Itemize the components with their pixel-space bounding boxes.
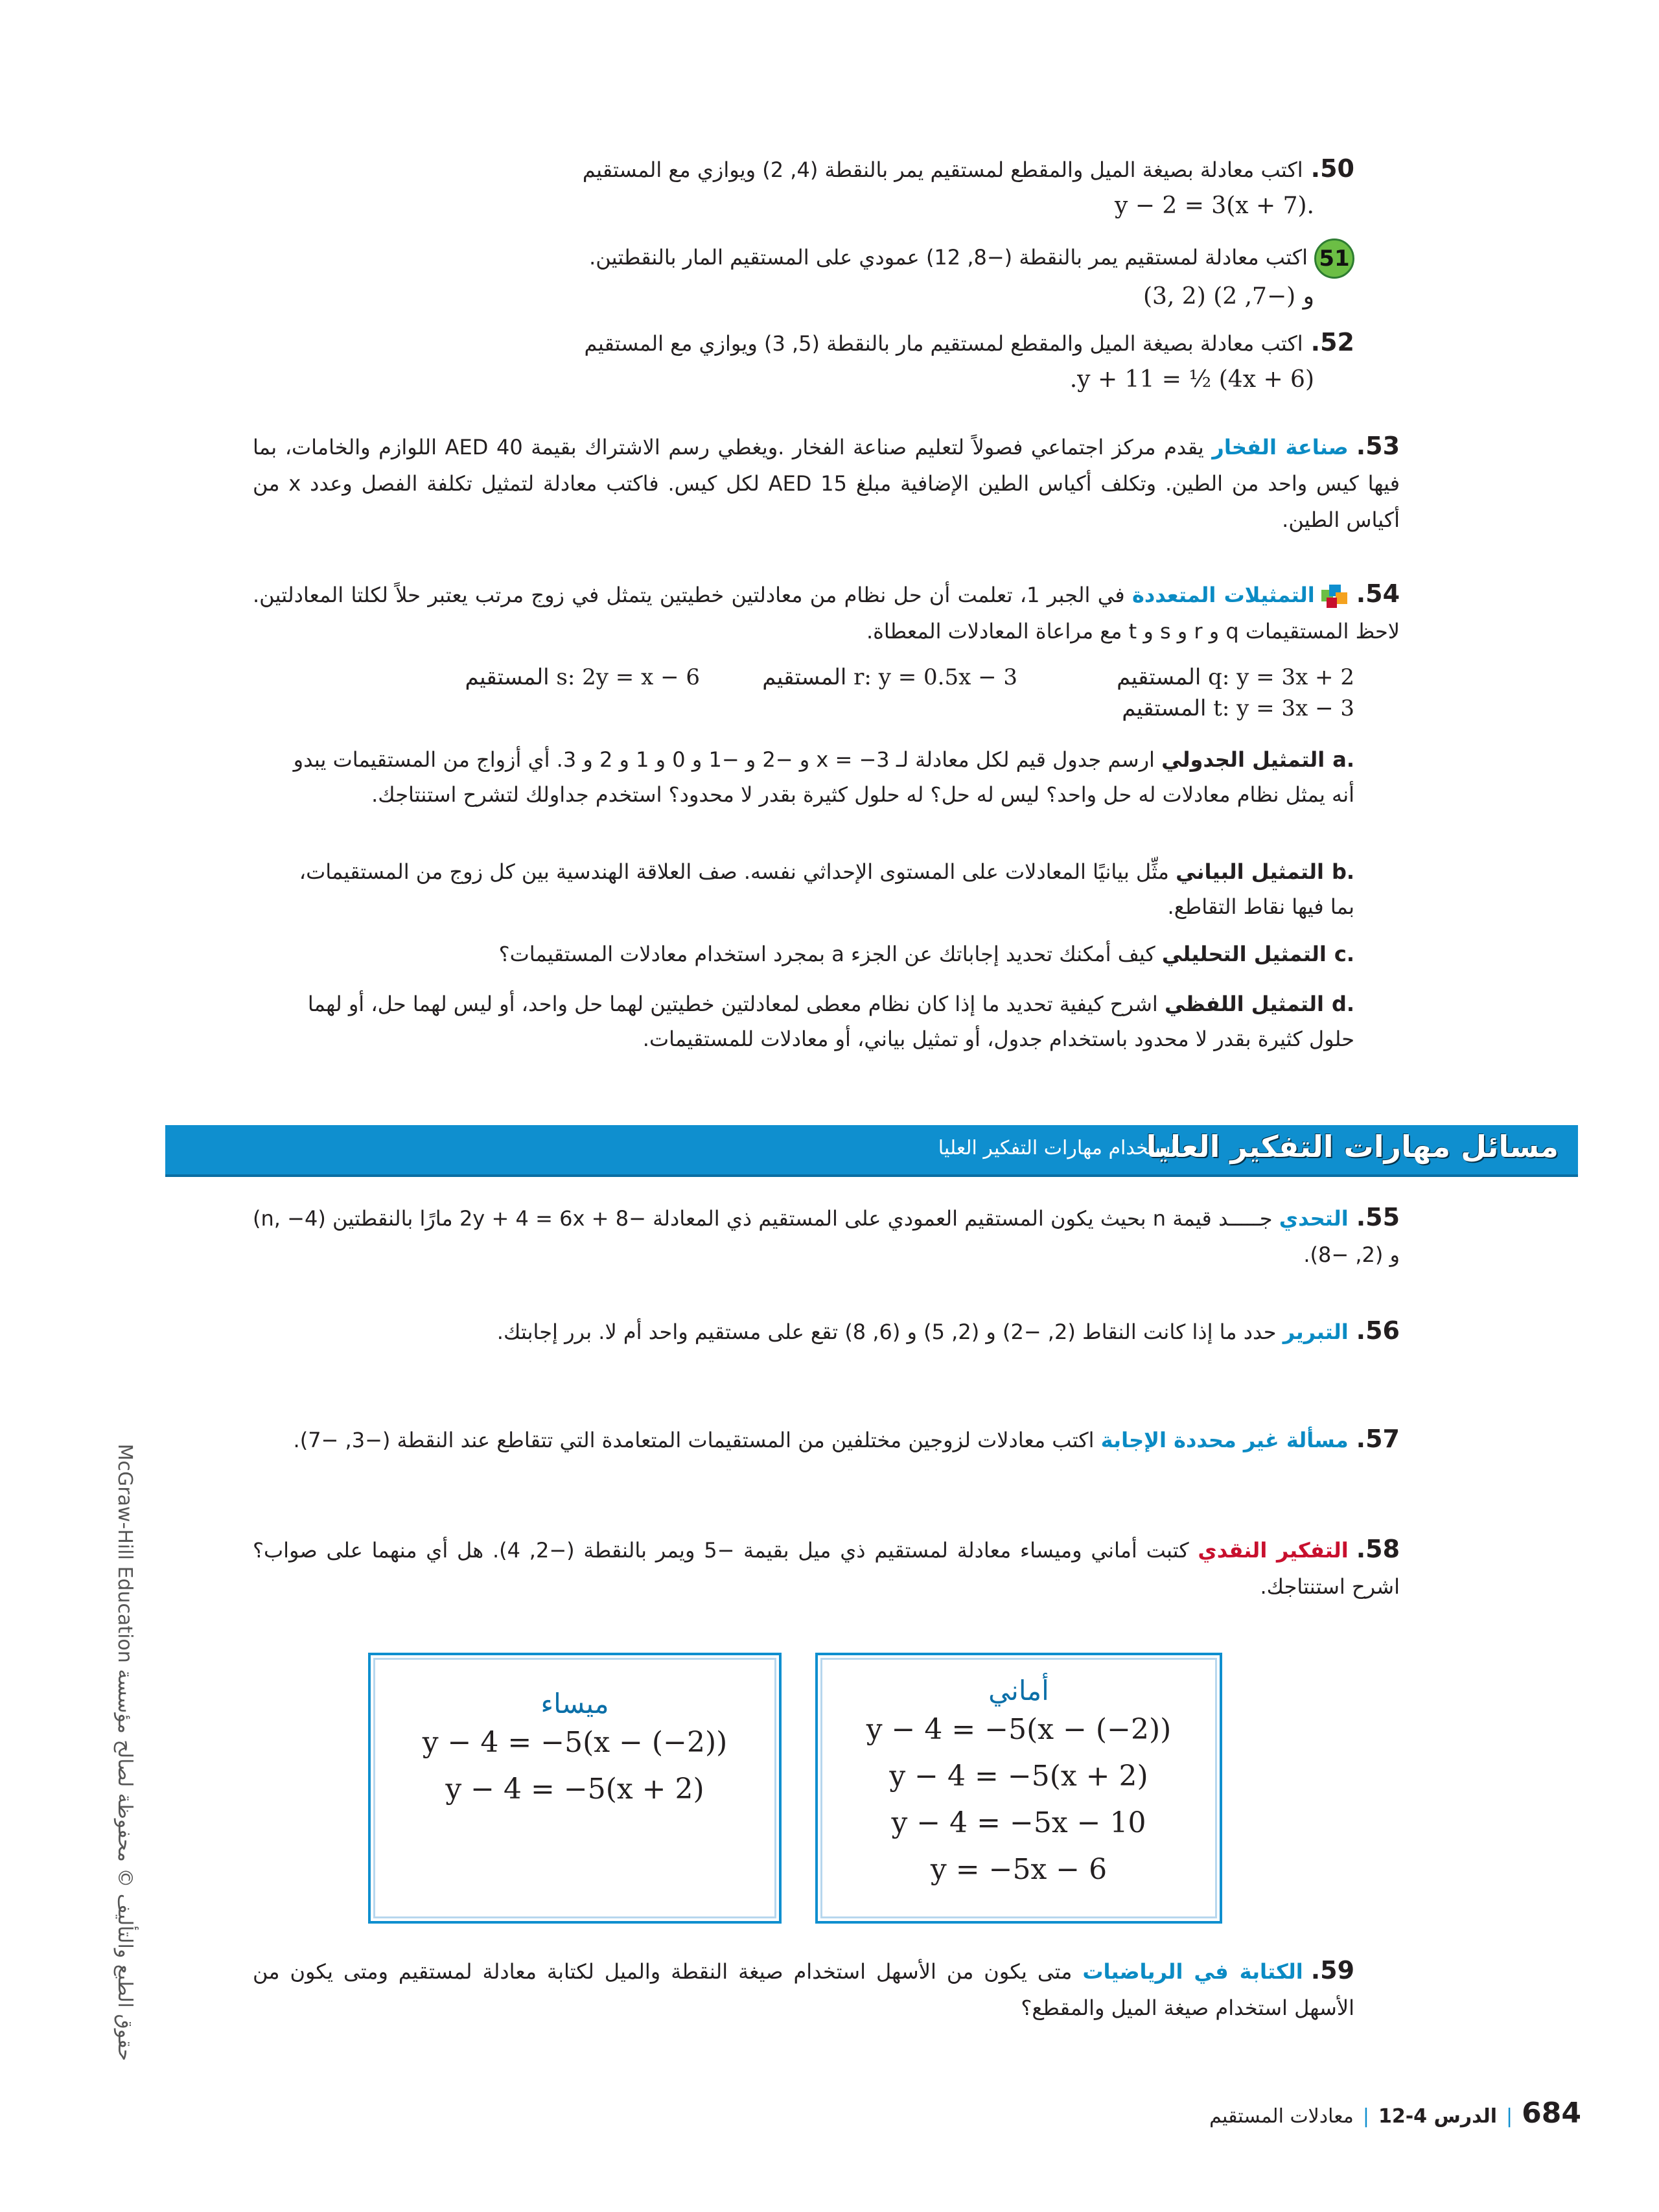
exercise-56 (253, 1312, 1400, 1350)
footer-separator: | (1506, 2105, 1513, 2128)
exercise-text: متى يكون من الأسهل استخدام صيغة النقطة والميل لكتابة معادلة لمستقيم ومتى يكون من الأسهل استخدام صيغة الميل والمقطع؟ (253, 1959, 1354, 2020)
part-a (285, 742, 1354, 812)
exercise-51 (253, 239, 1354, 315)
box-name: ميساء (540, 1688, 609, 1719)
banner-title: مسائل مهارات التفكير العليا (1146, 1129, 1559, 1164)
box-line-3: y − 4 = −5x − 10 (891, 1806, 1146, 1839)
lesson-label: الدرس 4-12 (1378, 2105, 1498, 2128)
part-label: a. (1332, 747, 1354, 772)
equation: y − 2 = 3(x + 7). (1114, 192, 1314, 219)
footer-separator: | (1362, 2105, 1369, 2128)
hots-banner (165, 1125, 1578, 1177)
exercise-number: 50. (1310, 154, 1354, 183)
exercise-59 (253, 1952, 1354, 2026)
exercise-text: كتبت أماني وميساء معادلة لمستقيم ذي ميل بقيمة −5 ويمر بالنقطة (−2, 4). هل أي منهما على صواب؟ اشرح استنتاجك. (253, 1538, 1400, 1599)
exercise-number: 59. (1310, 1956, 1355, 1985)
part-title: التمثيل التحليلي (1161, 942, 1327, 966)
part-text: ارسم جدول قيم لكل معادلة لـ x = −3 و −2 و −1 و 0 و 1 و 2 و 3. أي أزواج من المستقيمات يبدو أنه يمثل نظام معادلات له حل واحد؟ ليس له حل؟ له حلول كثيرة بقدر لا محدود؟ استخدم جداولك لتشرح استنتاجك. (293, 747, 1354, 807)
exercise-number: 57. (1356, 1425, 1400, 1453)
exercise-text: جـــــد قيمة n بحيث يكون المستقيم العمودي على المستقيم ذي المعادلة −2y + 4 = 6x + 8 مارًا بالنقطتين (n, −4) و (2, −8). (253, 1206, 1400, 1267)
amani-box (815, 1653, 1222, 1924)
box-line-2: y − 4 = −5(x + 2) (445, 1773, 704, 1806)
lesson-topic: معادلات المستقيم (1209, 2105, 1354, 2128)
part-title: التمثيل اللفظي (1164, 992, 1324, 1016)
copyright-side-text: حقوق الطبع والتأليف © محفوظة لصالح مؤسسة McGraw-Hill Education (113, 1443, 136, 2061)
part-label: b. (1331, 859, 1354, 884)
exercise-title: الكتابة في الرياضيات (1082, 1959, 1303, 1984)
box-line-1: y − 4 = −5(x − (−2)) (866, 1713, 1172, 1746)
exercise-number-circle: 51 (1314, 239, 1354, 279)
part-label: c. (1334, 942, 1354, 966)
equation: (3, 2) و (−7, 2) (1143, 283, 1314, 310)
exercise-number: 58. (1356, 1535, 1400, 1563)
exercise-number: 52. (1310, 328, 1354, 356)
multiple-representations-icon (1320, 582, 1349, 611)
line-r: المستقيم r: y = 0.5x − 3 (762, 664, 1017, 690)
exercise-text: اكتب معادلة بصيغة الميل والمقطع لمستقيم مار بالنقطة (5, 3) ويوازي مع المستقيم (584, 331, 1303, 356)
part-title: التمثيل البياني (1176, 859, 1324, 884)
exercise-text: حدد ما إذا كانت النقاط (2, −2) و (2, 5) و (6, 8) تقع على مستقيم واحد أم لا. برر إجابتك. (496, 1320, 1277, 1344)
line-q: المستقيم q: y = 3x + 2 (1117, 664, 1354, 690)
part-text: مثِّل بيانيًا المعادلات على المستوى الإحداثي نفسه. صف العلاقة الهندسية بين كل زوج من المستقيمات، بما فيها نقاط التقاطع. (299, 859, 1354, 919)
part-text: كيف أمكنك تحديد إجاباتك عن الجزء a بمجرد استخدام معادلات المستقيمات؟ (498, 942, 1155, 966)
exercise-52 (253, 324, 1354, 398)
box-name: أماني (988, 1675, 1049, 1706)
exercise-title: التحدي (1279, 1206, 1349, 1231)
part-label: d. (1331, 992, 1354, 1016)
banner-subtitle: استخدام مهارات التفكير العليا (938, 1137, 1176, 1159)
line-s: المستقيم s: 2y = x − 6 (465, 664, 700, 690)
exercise-57 (253, 1421, 1400, 1458)
exercise-number: 53. (1356, 432, 1400, 460)
part-title: التمثيل الجدولي (1161, 747, 1325, 772)
exercise-55 (253, 1199, 1400, 1273)
exercise-number: 55. (1356, 1203, 1400, 1231)
part-b (285, 854, 1354, 924)
exercise-title: مسألة غير محددة الإجابة (1100, 1428, 1349, 1452)
exercise-text: في الجبر 1، تعلمت أن حل نظام من معادلتين خطيتين يتمثل في زوج مرتب يعتبر حلاً لكلتا المعادلتين. لاحظ المستقيمات q و r و s و t مع مراعاة المعادلات المعطاة. (253, 583, 1400, 644)
exercise-50 (253, 150, 1354, 224)
exercise-title: صناعة الفخار (1212, 435, 1349, 460)
exercise-54 (253, 576, 1400, 649)
page-footer (1209, 2097, 1581, 2130)
exercise-text: اكتب معادلة لمستقيم يمر بالنقطة (−8, 12) عمودي على المستقيم المار بالنقطتين. (589, 245, 1308, 270)
page-number: 684 (1522, 2097, 1581, 2130)
part-text: اشرح كيفية تحديد ما إذا كان نظام معطى لمعادلتين خطيتين لهما حل واحد، أو ليس لهما حل، أو لهما حلول كثيرة بقدر لا محدود باستخدام جدول، أو تمثيل بياني، أو معادلات للمستقيمات. (307, 992, 1354, 1051)
maysa-box (368, 1653, 782, 1924)
exercise-text: اكتب معادلات لزوجين مختلفين من المستقيمات المتعامدة التي تتقاطع عند النقطة (−3, −7). (293, 1428, 1095, 1452)
box-line-4: y = −5x − 6 (930, 1853, 1108, 1886)
exercise-58 (253, 1531, 1400, 1605)
box-line-2: y − 4 = −5(x + 2) (889, 1760, 1148, 1793)
exercise-title: التبرير (1282, 1320, 1349, 1344)
exercise-number: 54. (1356, 579, 1400, 608)
equation: .y + 11 = ½ (4x + 6) (1069, 366, 1314, 393)
box-line-1: y − 4 = −5(x − (−2)) (422, 1726, 728, 1759)
exercise-title: التفكير النقدي (1198, 1538, 1349, 1563)
exercise-53 (253, 428, 1400, 538)
exercise-number: 56. (1356, 1316, 1400, 1345)
part-d (285, 986, 1354, 1056)
exercise-text: اكتب معادلة بصيغة الميل والمقطع لمستقيم يمر بالنقطة (4, 2) ويوازي مع المستقيم (582, 157, 1303, 182)
exercise-title: التمثيلات المتعددة (1131, 583, 1315, 607)
line-t: المستقيم t: y = 3x − 3 (1122, 695, 1354, 721)
exercise-text: يقدم مركز اجتماعي فصولاً لتعليم صناعة الفخار .ويغطي رسم الاشتراك بقيمة AED 40 اللوازم والخامات، بما فيها كيس واحد من الطين. وتكلف أكياس الطين الإضافية مبلغ AED 15 لكل كيس. فاكتب معادلة لتمثيل تكلفة الفصل وعدد x من أكياس الطين. (253, 435, 1400, 532)
part-c (285, 937, 1354, 972)
